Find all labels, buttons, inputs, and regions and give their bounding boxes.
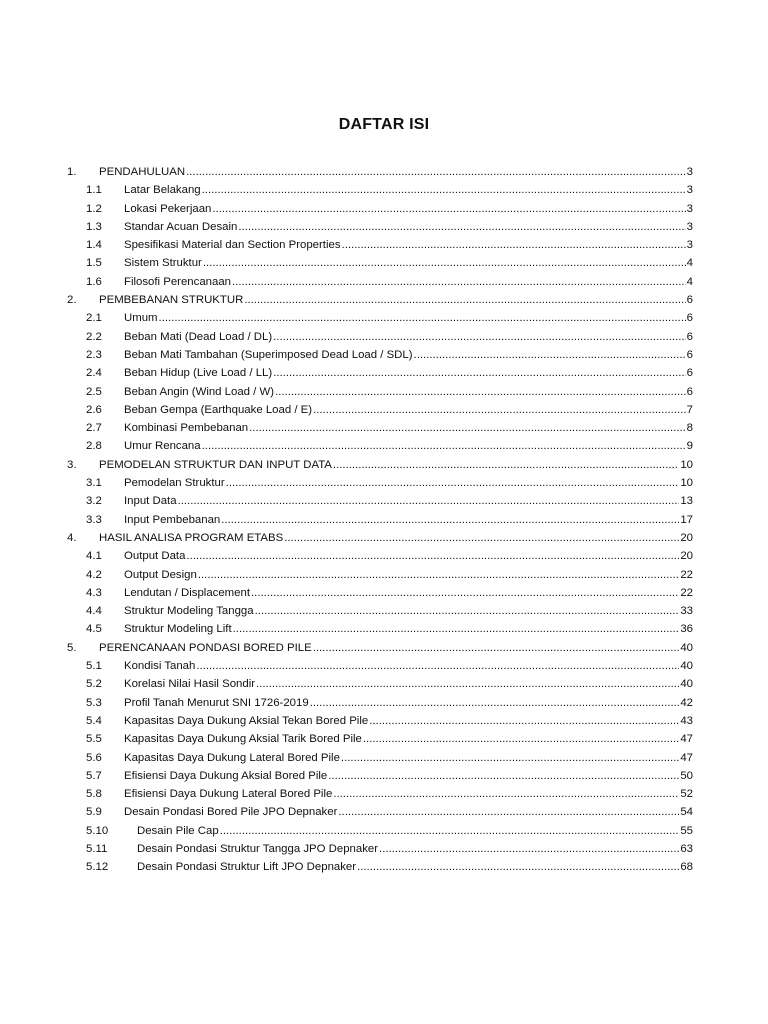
- toc-entry-number: 2.2: [86, 330, 102, 343]
- dot-leader: [232, 273, 686, 291]
- toc-entry-line: [124, 437, 693, 455]
- toc-entry-page-number: 22: [680, 568, 693, 581]
- toc-entry-number: 5.10: [86, 824, 109, 837]
- toc-entry[interactable]: [0, 694, 768, 712]
- toc-entry[interactable]: [0, 492, 768, 510]
- toc-entry-label: Lokasi Pekerjaan: [124, 202, 212, 215]
- dot-leader: [251, 584, 679, 602]
- toc-entry-number: 5.6: [86, 751, 102, 764]
- toc-entry-line: [124, 364, 693, 382]
- toc-entry-page-number: 42: [680, 696, 693, 709]
- dot-leader: [220, 822, 680, 840]
- toc-entry-line: [124, 657, 693, 675]
- toc-entry[interactable]: [0, 730, 768, 748]
- toc-entry-number: 4.2: [86, 568, 102, 581]
- toc-entry[interactable]: [0, 822, 768, 840]
- toc-entry-label: Beban Hidup (Live Load / LL): [124, 367, 273, 380]
- toc-entry-number: 2.4: [86, 367, 102, 380]
- dot-leader: [244, 291, 685, 309]
- dot-leader: [333, 456, 679, 474]
- dot-leader: [249, 419, 686, 437]
- toc-entry-page-number: 47: [680, 733, 693, 746]
- toc-entry[interactable]: [0, 163, 768, 181]
- toc-entry-line: [124, 309, 693, 327]
- toc-entry-page-number: 54: [680, 806, 693, 819]
- toc-entry-line: [124, 218, 693, 236]
- toc-entry-label: Latar Belakang: [124, 184, 201, 197]
- toc-entry[interactable]: [0, 803, 768, 821]
- dot-leader: [363, 730, 679, 748]
- toc-entry-label: Kapasitas Daya Dukung Lateral Bored Pile: [124, 751, 340, 764]
- toc-entry-number: 1.3: [86, 220, 102, 233]
- toc-entry-number: 3.: [67, 458, 77, 471]
- toc-entry-page-number: 40: [680, 678, 693, 691]
- dot-leader: [202, 437, 686, 455]
- toc-entry[interactable]: [0, 291, 768, 309]
- toc-entry-label: Output Data: [124, 550, 186, 563]
- toc-entry-label: Desain Pondasi Struktur Tangga JPO Depnaker: [137, 842, 379, 855]
- toc-entry-line: [124, 767, 693, 785]
- toc-entry-page-number: 10: [680, 477, 693, 490]
- toc-entry-label: Desain Pondasi Bored Pile JPO Depnaker: [124, 806, 338, 819]
- toc-entry-number: 2.8: [86, 440, 102, 453]
- toc-entry[interactable]: [0, 712, 768, 730]
- toc-entry[interactable]: [0, 474, 768, 492]
- toc-entry-number: 5.1: [86, 660, 102, 673]
- toc-entry-line: [124, 254, 693, 272]
- dot-leader: [275, 383, 686, 401]
- toc-entry[interactable]: [0, 675, 768, 693]
- dot-leader: [226, 474, 680, 492]
- toc-entry-number: 5.12: [86, 861, 109, 874]
- toc-entry-label: PEMODELAN STRUKTUR DAN INPUT DATA: [99, 458, 332, 471]
- toc-entry-line: [124, 328, 693, 346]
- toc-entry-line: [124, 566, 693, 584]
- dot-leader: [198, 566, 680, 584]
- toc-entry-label: Profil Tanah Menurut SNI 1726-2019: [124, 696, 309, 709]
- toc-entry-number: 4.3: [86, 586, 102, 599]
- toc-entry[interactable]: [0, 309, 768, 327]
- dot-leader: [313, 401, 686, 419]
- toc-entry-line: [124, 694, 693, 712]
- toc-entry-label: Umum: [124, 312, 158, 325]
- toc-entry-line: [124, 236, 693, 254]
- toc-entry-line: [124, 474, 693, 492]
- toc-entry-label: Beban Gempa (Earthquake Load / E): [124, 403, 313, 416]
- toc-entry-line: [124, 547, 693, 565]
- toc-entry-label: PENDAHULUAN: [99, 166, 186, 178]
- dot-leader: [233, 620, 680, 638]
- toc-entry-number: 5.: [67, 641, 77, 654]
- dot-leader: [310, 694, 680, 712]
- dot-leader: [369, 712, 679, 730]
- toc-entry-page-number: 6: [686, 294, 693, 307]
- toc-entry-label: Beban Mati (Dead Load / DL): [124, 330, 273, 343]
- toc-entry-label: Kapasitas Daya Dukung Aksial Tekan Bored Pile: [124, 714, 369, 727]
- toc-entry-label: Kapasitas Daya Dukung Aksial Tarik Bored Pile: [124, 733, 362, 746]
- toc-entry-label: Kondisi Tanah: [124, 660, 196, 673]
- toc-entry[interactable]: [0, 584, 768, 602]
- toc-entry-page-number: 9: [686, 440, 693, 453]
- toc-entry-page-number: 33: [680, 605, 693, 618]
- toc-entry-number: 4.5: [86, 623, 102, 636]
- toc-entry-line: [99, 639, 693, 657]
- toc-entry-label: PEMBEBANAN STRUKTUR: [99, 294, 244, 307]
- dot-leader: [284, 529, 679, 547]
- toc-entry-label: Sistem Struktur: [124, 257, 202, 270]
- dot-leader: [202, 181, 686, 199]
- toc-entry-page-number: 47: [680, 751, 693, 764]
- dot-leader: [256, 675, 679, 693]
- toc-entry-number: 4.: [67, 531, 77, 544]
- toc-entry-line: [124, 200, 693, 218]
- toc-entry-page-number: 6: [686, 348, 693, 361]
- toc-entry[interactable]: [0, 529, 768, 547]
- toc-entry[interactable]: [0, 456, 768, 474]
- toc-entry-label: Beban Angin (Wind Load / W): [124, 385, 275, 398]
- toc-entry-number: 2.: [67, 294, 77, 307]
- toc-entry-page-number: 10: [680, 458, 693, 471]
- toc-entry-number: 3.3: [86, 513, 102, 526]
- dot-leader: [186, 547, 679, 565]
- toc-entry-line: [124, 602, 693, 620]
- toc-entry-number: 5.3: [86, 696, 102, 709]
- toc-entry[interactable]: [0, 273, 768, 291]
- toc-entry-number: 2.1: [86, 312, 102, 325]
- toc-entry[interactable]: [0, 657, 768, 675]
- toc-entry-page-number: 40: [680, 641, 693, 654]
- toc-entry-line: [124, 749, 693, 767]
- toc-entry-label: Filosofi Perencanaan: [124, 275, 232, 288]
- toc-entry[interactable]: [0, 364, 768, 382]
- toc-entry-number: 2.3: [86, 348, 102, 361]
- toc-entry-page-number: 50: [680, 769, 693, 782]
- toc-entry-label: Input Pembebanan: [124, 513, 221, 526]
- dot-leader: [238, 218, 685, 236]
- dot-leader: [186, 163, 686, 181]
- toc-entry-line: [124, 785, 693, 803]
- toc-entry-label: Spesifikasi Material dan Section Properties: [124, 239, 341, 252]
- toc-entry[interactable]: [0, 236, 768, 254]
- dot-leader: [178, 492, 680, 510]
- dot-leader: [273, 364, 685, 382]
- toc-entry-line: [124, 383, 693, 401]
- toc-entry-label: Efisiensi Daya Dukung Aksial Bored Pile: [124, 769, 328, 782]
- toc-entry-page-number: 3: [686, 202, 693, 215]
- toc-entry[interactable]: [0, 620, 768, 638]
- toc-entry-number: 2.5: [86, 385, 102, 398]
- dot-leader: [255, 602, 680, 620]
- toc-entry[interactable]: [0, 749, 768, 767]
- toc-entry-label: Desain Pile Cap: [137, 824, 219, 837]
- toc-entry-page-number: 8: [686, 422, 693, 435]
- toc-entry-line: [99, 529, 693, 547]
- toc-entry-line: [99, 456, 693, 474]
- toc-entry-page-number: 36: [680, 623, 693, 636]
- dot-leader: [333, 785, 679, 803]
- toc-entry[interactable]: [0, 437, 768, 455]
- toc-entry[interactable]: [0, 858, 768, 876]
- toc-entry-label: Kombinasi Pembebanan: [124, 422, 249, 435]
- dot-leader: [338, 803, 679, 821]
- toc-entry[interactable]: [0, 547, 768, 565]
- toc-entry-line: [124, 492, 693, 510]
- toc-entry[interactable]: [0, 767, 768, 785]
- toc-entry-page-number: 52: [680, 788, 693, 801]
- toc-entry-page-number: 6: [686, 312, 693, 325]
- dot-leader: [203, 254, 686, 272]
- toc-entry[interactable]: [0, 346, 768, 364]
- toc-entry-page-number: 22: [680, 586, 693, 599]
- toc-entry-number: 1.2: [86, 202, 102, 215]
- toc-entry[interactable]: [0, 328, 768, 346]
- toc-entry-page-number: 13: [680, 495, 693, 508]
- toc-entry-label: Desain Pondasi Struktur Lift JPO Depnaker: [137, 861, 357, 874]
- toc-entry-number: 4.4: [86, 605, 102, 618]
- toc-entry-number: 5.4: [86, 714, 102, 727]
- toc-entry-line: [137, 858, 693, 876]
- toc-entry[interactable]: [0, 566, 768, 584]
- toc-entry-page-number: 43: [680, 714, 693, 727]
- toc-entry-number: 1.4: [86, 239, 102, 252]
- toc-entry-number: 4.1: [86, 550, 102, 563]
- toc-entry-number: 1.: [67, 166, 77, 178]
- toc-entry-label: Input Data: [124, 495, 177, 508]
- toc-entry-label: Beban Mati Tambahan (Superimposed Dead Load / SDL): [124, 348, 413, 361]
- toc-entry-number: 1.1: [86, 184, 102, 197]
- dot-leader: [414, 346, 686, 364]
- toc-entry-page-number: 4: [686, 275, 693, 288]
- toc-entry-page-number: 3: [686, 239, 693, 252]
- dot-leader: [342, 236, 686, 254]
- toc-entry-label: Struktur Modeling Tangga: [124, 605, 254, 618]
- dot-leader: [357, 858, 679, 876]
- dot-leader: [221, 511, 679, 529]
- toc-entry-page-number: 68: [680, 861, 693, 874]
- toc-entry-line: [124, 730, 693, 748]
- toc-entry-line: [124, 584, 693, 602]
- toc-entry-page-number: 4: [686, 257, 693, 270]
- toc-entry-label: Output Design: [124, 568, 197, 581]
- toc-entry-label: Efisiensi Daya Dukung Lateral Bored Pile: [124, 788, 333, 801]
- toc-entry-line: [124, 181, 693, 199]
- toc-entry-number: 1.5: [86, 257, 102, 270]
- dot-leader: [159, 309, 686, 327]
- toc-entry-page-number: 40: [680, 660, 693, 673]
- toc-entry[interactable]: [0, 401, 768, 419]
- toc-entry-number: 2.6: [86, 403, 102, 416]
- toc-entry-line: [124, 712, 693, 730]
- toc-entry-label: Struktur Modeling Lift: [124, 623, 232, 636]
- toc-entry-number: 3.1: [86, 477, 102, 490]
- toc-entry-line: [124, 273, 693, 291]
- toc-entry-page-number: 6: [686, 367, 693, 380]
- toc-entry-label: HASIL ANALISA PROGRAM ETABS: [99, 531, 284, 544]
- toc-entry-number: 5.9: [86, 806, 102, 819]
- toc-entry-number: 2.7: [86, 422, 102, 435]
- toc-entry-label: PERENCANAAN PONDASI BORED PILE: [99, 641, 312, 654]
- toc-entry-page-number: 63: [680, 842, 693, 855]
- toc-entry-number: 5.5: [86, 733, 102, 746]
- dot-leader: [341, 749, 679, 767]
- dot-leader: [313, 639, 680, 657]
- toc-entry-line: [124, 675, 693, 693]
- toc-entry[interactable]: [0, 181, 768, 199]
- toc-entry[interactable]: [0, 785, 768, 803]
- toc-entry-label: Pemodelan Struktur: [124, 477, 225, 490]
- toc-entry[interactable]: [0, 218, 768, 236]
- toc-entry-page-number: 6: [686, 385, 693, 398]
- toc-entry[interactable]: [0, 254, 768, 272]
- toc-entry-label: Korelasi Nilai Hasil Sondir: [124, 678, 256, 691]
- toc-entry-page-number: 20: [680, 550, 693, 563]
- toc-entry-line: [124, 803, 693, 821]
- toc-entry-label: Umur Rencana: [124, 440, 201, 453]
- toc-entry[interactable]: [0, 840, 768, 858]
- toc-entry-label: Lendutan / Displacement: [124, 586, 251, 599]
- toc-entry-page-number: 6: [686, 330, 693, 343]
- toc-entry-line: [124, 401, 693, 419]
- toc-entry-page-number: 3: [686, 184, 693, 197]
- toc-entry-line: [99, 163, 693, 181]
- toc-entry-line: [124, 511, 693, 529]
- dot-leader: [379, 840, 679, 858]
- toc-entry-line: [124, 346, 693, 364]
- toc-entry-line: [137, 840, 693, 858]
- toc-entry-line: [99, 291, 693, 309]
- toc-entry-line: [124, 620, 693, 638]
- toc-entry[interactable]: [0, 602, 768, 620]
- toc-entry-page-number: 55: [680, 824, 693, 837]
- toc-entry-number: 5.2: [86, 678, 102, 691]
- toc-entry-page-number: 3: [686, 220, 693, 233]
- toc-entry[interactable]: [0, 639, 768, 657]
- toc-entry-page-number: 7: [686, 403, 693, 416]
- dot-leader: [196, 657, 679, 675]
- toc-entry-line: [137, 822, 693, 840]
- toc-entry-number: 1.6: [86, 275, 102, 288]
- dot-leader: [273, 328, 685, 346]
- dot-leader: [328, 767, 679, 785]
- toc-entry-number: 5.7: [86, 769, 102, 782]
- toc-entry[interactable]: [0, 419, 768, 437]
- toc-entry[interactable]: [0, 383, 768, 401]
- toc-entry-number: 3.2: [86, 495, 102, 508]
- toc-entry[interactable]: [0, 511, 768, 529]
- toc-entry-line: [124, 419, 693, 437]
- toc-entry-label: Standar Acuan Desain: [124, 220, 238, 233]
- dot-leader: [212, 200, 685, 218]
- toc-entry-page-number: 17: [680, 513, 693, 526]
- toc-title: DAFTAR ISI: [338, 116, 430, 133]
- toc-entry-number: 5.8: [86, 788, 102, 801]
- toc-entry-page-number: 3: [686, 166, 693, 178]
- toc-entry-page-number: 20: [680, 531, 693, 544]
- toc-entry-number: 5.11: [86, 842, 108, 855]
- toc-entry[interactable]: [0, 200, 768, 218]
- table-of-contents: [0, 163, 768, 877]
